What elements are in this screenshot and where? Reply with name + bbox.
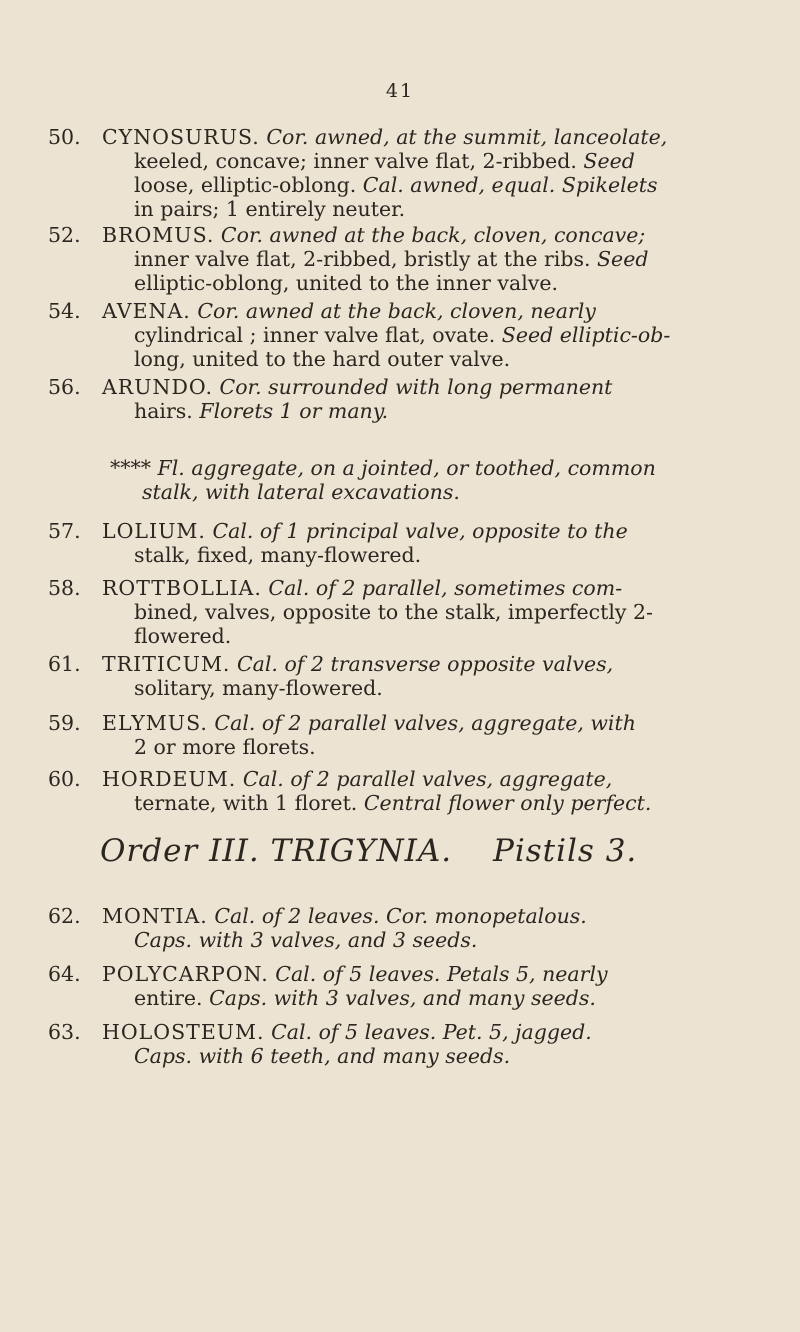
order-name: TRIGYNIA. — [270, 833, 453, 869]
entry-number: 64. — [48, 962, 81, 986]
entry-text: Seed — [590, 247, 649, 271]
page-number: 41 — [385, 80, 415, 102]
entry-text: ternate, with 1 floret. — [134, 791, 358, 815]
entry-text: Cor. surrounded with long permanent — [213, 375, 613, 399]
entry-text: Cal. of 5 leaves. — [264, 1020, 437, 1044]
section-heading — [110, 456, 790, 504]
genus-entry-elymus — [48, 711, 770, 759]
genus-entry-arundo — [48, 375, 770, 423]
entry-number: 50. — [48, 125, 81, 149]
genus-name: ROTTBOLLIA. — [102, 576, 262, 600]
entry-number: 63. — [48, 1020, 81, 1044]
entry-text: Florets 1 or many. — [192, 399, 389, 423]
genus-entry-bromus — [48, 223, 770, 295]
genus-entry-holosteum — [48, 1020, 770, 1068]
genus-entry-montia — [48, 904, 770, 952]
entry-text: Cal. of 2 transverse opposite valves, — [230, 652, 614, 676]
genus-name: HORDEUM. — [102, 767, 237, 791]
entry-number: 59. — [48, 711, 81, 735]
entry-text: Cal. awned, equal. — [356, 173, 556, 197]
entry-text: Cor. awned at the back, cloven, concave; — [214, 223, 646, 247]
entry-number: 58. — [48, 576, 81, 600]
entry-number: 61. — [48, 652, 81, 676]
section-heading-line: stalk, with lateral excavations. — [142, 480, 460, 504]
genus-name: TRITICUM. — [102, 652, 231, 676]
entry-number: 57. — [48, 519, 81, 543]
entry-text: Spikelets — [555, 173, 658, 197]
entry-text: elliptic-oblong, united to the inner valve. — [134, 271, 559, 295]
order-pistils: Pistils 3. — [492, 833, 638, 869]
genus-entry-polycarpon — [48, 962, 770, 1010]
entry-text: entire. — [134, 986, 203, 1010]
entry-text: Cal. of 1 principal valve, opposite to the — [205, 519, 628, 543]
entry-text: bined, valves, opposite to the stalk, imperfectly 2- — [134, 600, 653, 624]
entry-text: Cor. monopetalous. — [379, 904, 587, 928]
genus-name: AVENA. — [102, 299, 191, 323]
genus-name: HOLOSTEUM. — [102, 1020, 265, 1044]
order-heading — [100, 833, 790, 869]
genus-name: POLYCARPON. — [102, 962, 269, 986]
genus-entry-triticum — [48, 652, 770, 700]
entry-number: 52. — [48, 223, 81, 247]
entry-text: Cor. awned at the back, cloven, nearly — [190, 299, 596, 323]
entry-text: solitary, many-flowered. — [134, 676, 383, 700]
entry-text: Cal. of 2 parallel valves, aggregate, — [236, 767, 613, 791]
entry-text: Cal. of 2 parallel, sometimes com- — [261, 576, 623, 600]
entry-text: flowered. — [134, 624, 232, 648]
entry-number: 62. — [48, 904, 81, 928]
section-heading-line: **** Fl. aggregate, on a jointed, or toothed, common — [110, 456, 656, 480]
entry-text: Caps. with 6 teeth, and many seeds. — [134, 1044, 511, 1068]
genus-name: ELYMUS. — [102, 711, 208, 735]
genus-name: CYNOSURUS. — [102, 125, 260, 149]
entry-text: Seed elliptic-ob- — [495, 323, 671, 347]
order-number: Order III. — [100, 833, 260, 869]
genus-entry-avena — [48, 299, 770, 371]
entry-text: hairs. — [134, 399, 193, 423]
entry-text: keeled, concave; inner valve flat, 2-ribbed. — [134, 149, 577, 173]
entry-text: in pairs; 1 entirely neuter. — [134, 197, 406, 221]
genus-entry-rottbollia — [48, 576, 770, 648]
entry-number: 60. — [48, 767, 81, 791]
entry-text: Cal. of 2 leaves. — [207, 904, 380, 928]
genus-name: MONTIA. — [102, 904, 208, 928]
entry-text: Seed — [576, 149, 635, 173]
genus-entry-lolium — [48, 519, 770, 567]
entry-text: Caps. with 3 valves, and 3 seeds. — [134, 928, 478, 952]
entry-text: inner valve flat, 2-ribbed, bristly at the ribs. — [134, 247, 591, 271]
genus-entry-hordeum — [48, 767, 770, 815]
entry-text: Cor. awned, at the summit, lanceolate, — [259, 125, 668, 149]
entry-text: Central flower only perfect. — [357, 791, 652, 815]
entry-number: 54. — [48, 299, 81, 323]
entry-text: cylindrical ; inner valve flat, ovate. — [134, 323, 496, 347]
entry-text: Petals 5, nearly — [440, 962, 608, 986]
entry-number: 56. — [48, 375, 81, 399]
genus-name: BROMUS. — [102, 223, 215, 247]
entry-text: long, united to the hard outer valve. — [134, 347, 511, 371]
entry-text: Cal. of 2 parallel valves, aggregate, with — [207, 711, 636, 735]
entry-text: stalk, fixed, many-flowered. — [134, 543, 422, 567]
entry-text: Caps. with 3 valves, and many seeds. — [202, 986, 596, 1010]
genus-name: LOLIUM. — [102, 519, 206, 543]
entry-text: Pet. 5, jagged. — [436, 1020, 592, 1044]
genus-name: ARUNDO. — [102, 375, 214, 399]
entry-text: loose, elliptic-oblong. — [134, 173, 357, 197]
genus-entry-cynosurus — [48, 125, 770, 221]
entry-text: 2 or more florets. — [134, 735, 316, 759]
entry-text: Cal. of 5 leaves. — [268, 962, 441, 986]
